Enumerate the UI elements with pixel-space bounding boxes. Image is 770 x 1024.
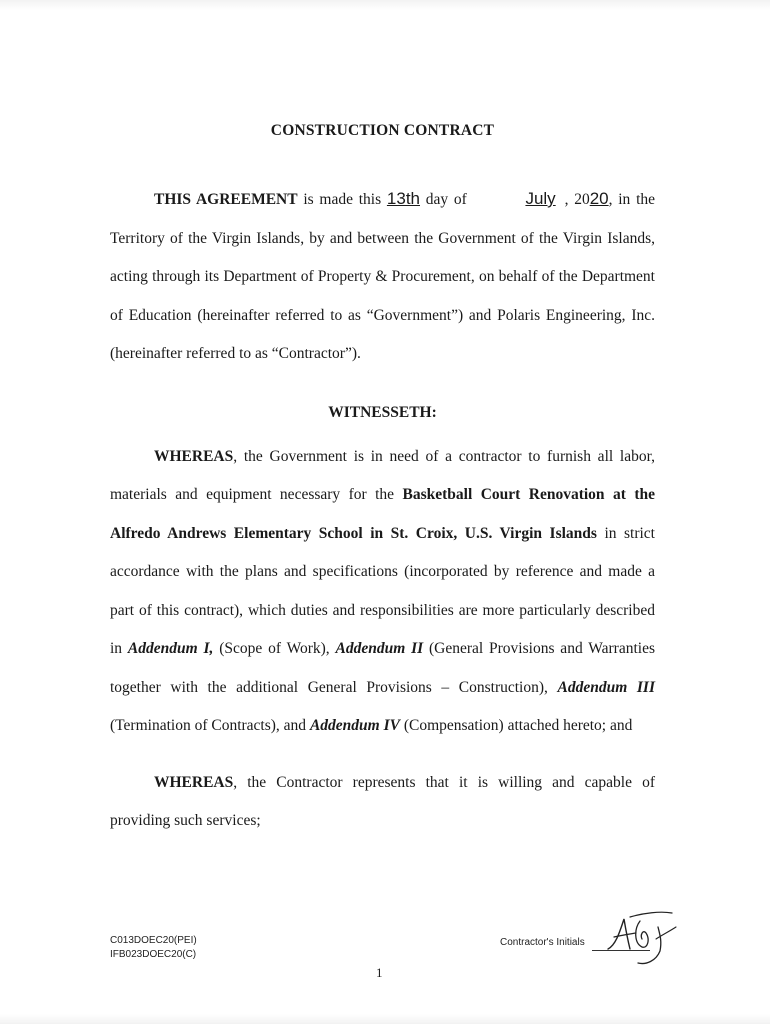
whereas-1-text-5: (Termination of Contracts), and xyxy=(110,717,310,734)
day-fill-field[interactable]: 13th xyxy=(386,189,420,208)
whereas-1-text-4: (General Provisions and Warranties together with the additional General Provisions – Construction), xyxy=(110,640,655,696)
addendum-2: Addendum II xyxy=(335,640,424,657)
agreement-text-3: , 20 xyxy=(564,191,590,208)
paragraph-gap xyxy=(110,746,655,764)
witnesseth-heading: WITNESSETH: xyxy=(328,403,437,421)
ifb-code: IFB023DOEC20(C) xyxy=(110,949,197,960)
month-fill-field[interactable]: July xyxy=(525,189,556,208)
whereas-1-text-2: in strict accordance with the plans and specifications (incorporated by reference and made a part of this contract), which duties and responsibilities are more particularly described in xyxy=(110,524,655,657)
agreement-text-4: , in the Territory of the Virgin Islands, by and between the Government of the Virgin Islands, acting through its Department of Property & Procurement, on behalf of the Department of Education (hereinafter referred to as “Government”) and Polaris Engineering, Inc. (hereinafter referred to as “Contractor”). xyxy=(110,191,656,362)
agreement-text-2: day of xyxy=(420,191,473,208)
whereas-2-text-1: , the Contractor represents that it is willing and capable of providing such services; xyxy=(110,773,655,829)
document-codes xyxy=(110,934,197,962)
agreement-text-1: is made this xyxy=(297,191,387,208)
initials-label: Contractor's Initials xyxy=(500,937,585,948)
whereas-2-lead: WHEREAS xyxy=(154,773,234,791)
whereas-paragraph-1 xyxy=(110,438,655,746)
whereas-1-lead: WHEREAS xyxy=(154,447,234,465)
project-name: Basketball Court Renovation at the Alfredo Andrews Elementary School in St. Croix, U.S. Virgin Islands xyxy=(110,486,655,542)
addendum-1: Addendum I, xyxy=(127,640,214,657)
year-fill-field[interactable]: 20 xyxy=(589,189,609,208)
whereas-1-text-6: (Compensation) attached hereto; and xyxy=(399,717,633,734)
whereas-paragraph-2 xyxy=(110,764,655,841)
contract-page xyxy=(110,122,655,841)
whereas-1-text-1: , the Government is in need of a contractor to furnish all labor, materials and equipment necessary for the xyxy=(110,447,655,503)
contract-code: C013DOEC20(PEI) xyxy=(110,935,197,946)
scan-edge-bottom xyxy=(0,1014,770,1024)
page-number: 1 xyxy=(376,965,383,980)
agreement-lead: THIS AGREEMENT xyxy=(154,191,298,208)
scan-edge-top xyxy=(0,0,770,10)
agreement-paragraph xyxy=(110,180,655,374)
whereas-1-text-3: (Scope of Work), xyxy=(213,640,336,657)
addendum-4: Addendum IV xyxy=(309,717,400,734)
page-title: CONSTRUCTION CONTRACT xyxy=(270,122,495,139)
addendum-3: Addendum III xyxy=(557,678,655,696)
contractor-initials-signature-icon xyxy=(600,905,680,970)
